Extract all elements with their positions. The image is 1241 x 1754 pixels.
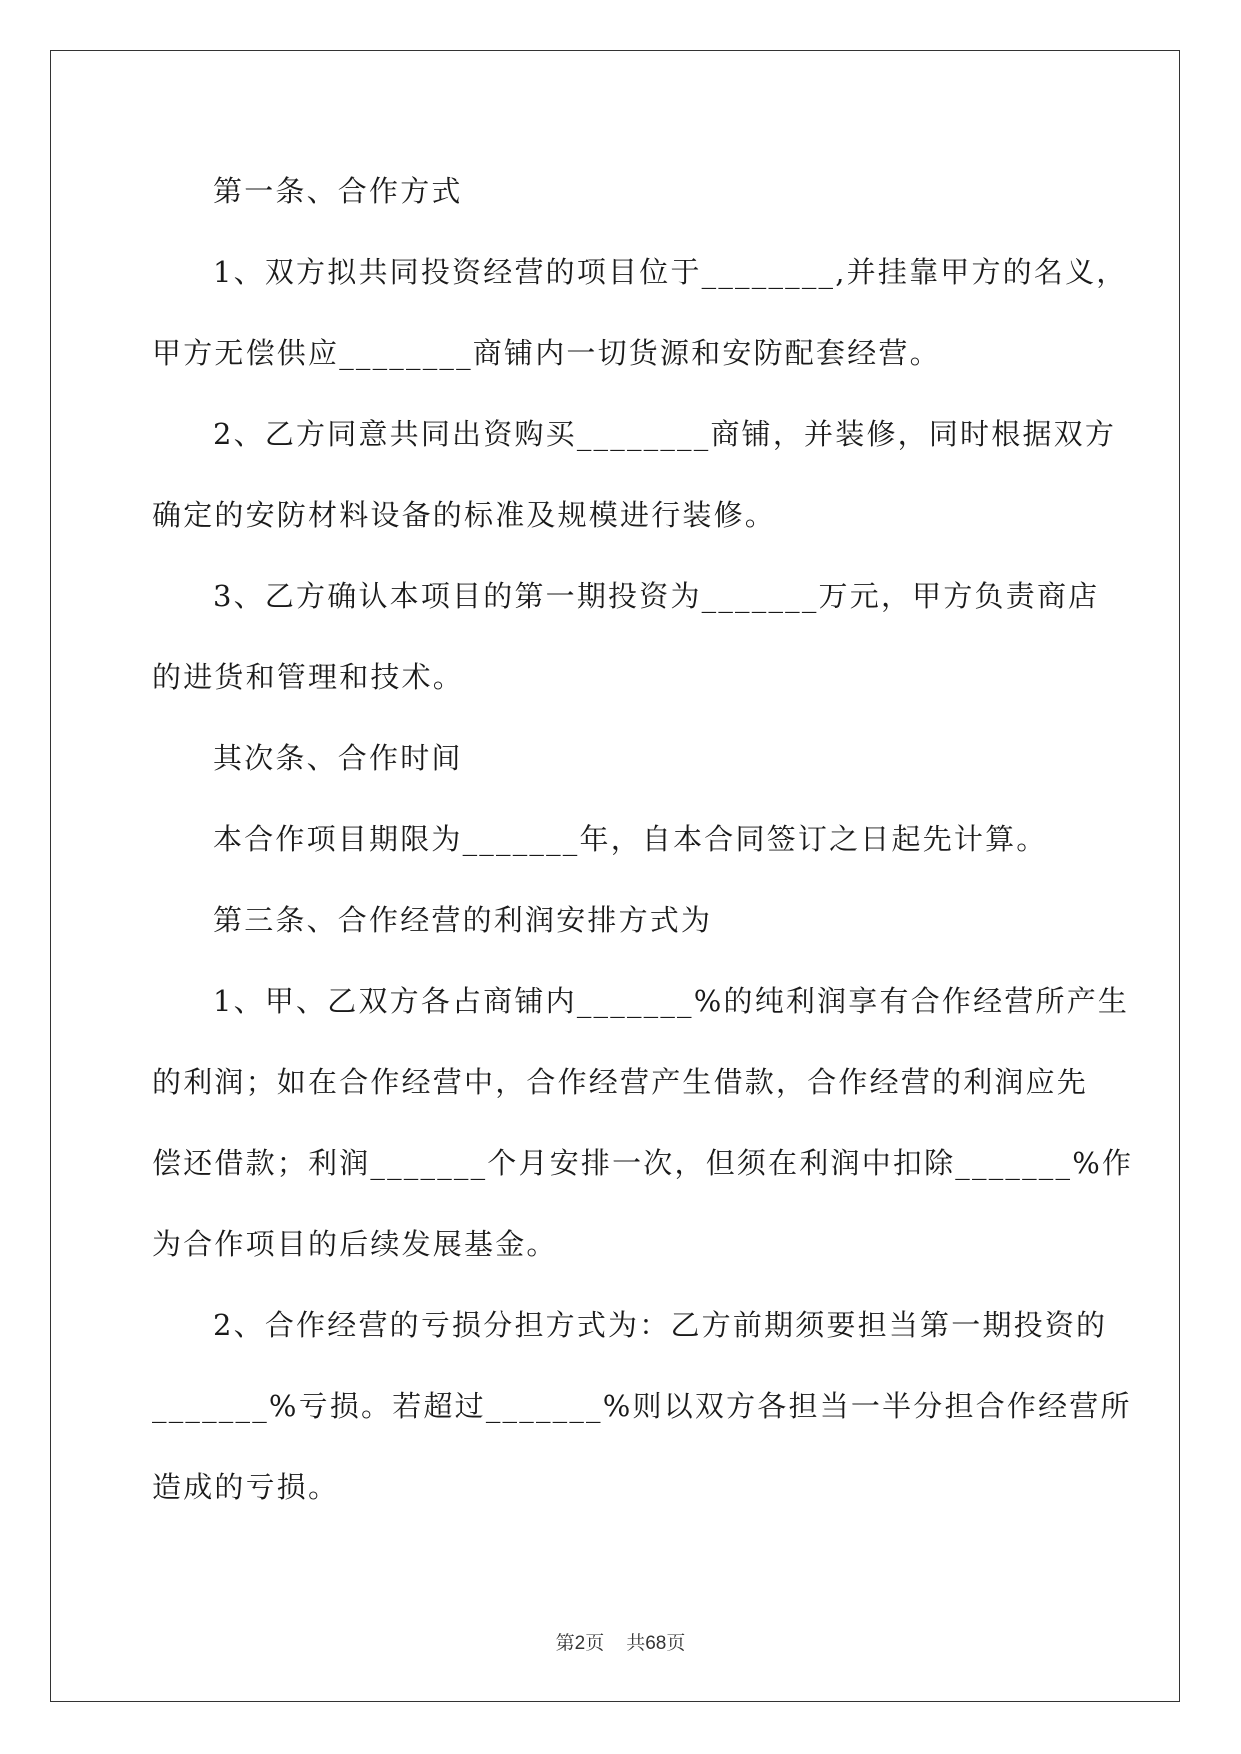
page-number: 第2页 bbox=[555, 1633, 605, 1654]
article-2-heading: 其次条、合作时间 bbox=[213, 741, 463, 775]
paragraph-line: 3、乙方确认本项目的第一期投资为_______万元，甲方负责商店 bbox=[213, 579, 1100, 613]
page-total: 共68页 bbox=[626, 1633, 686, 1654]
paragraph-line: 造成的亏损。 bbox=[152, 1470, 340, 1504]
paragraph-line: 本合作项目期限为_______年，自本合同签订之日起先计算。 bbox=[213, 822, 1048, 856]
paragraph-line: 甲方无偿供应________商铺内一切货源和安防配套经营。 bbox=[152, 336, 941, 370]
paragraph-line: 2、合作经营的亏损分担方式为：乙方前期须要担当第一期投资的 bbox=[213, 1308, 1108, 1342]
article-1-heading: 第一条、合作方式 bbox=[213, 174, 463, 208]
paragraph-line: 1、双方拟共同投资经营的项目位于________,并挂靠甲方的名义， bbox=[213, 255, 1128, 289]
paragraph-line: 确定的安防材料设备的标准及规模进行装修。 bbox=[152, 498, 777, 532]
paragraph-line: 的利润；如在合作经营中，合作经营产生借款，合作经营的利润应先 bbox=[152, 1065, 1089, 1099]
page-footer bbox=[0, 1628, 1241, 1655]
paragraph-line: 2、乙方同意共同出资购买________商铺，并装修，同时根据双方 bbox=[213, 417, 1117, 451]
paragraph-line: 偿还借款；利润_______个月安排一次，但须在利润中扣除_______%作 bbox=[152, 1146, 1134, 1180]
document-body bbox=[152, 168, 1134, 1545]
article-3-heading: 第三条、合作经营的利润安排方式为 bbox=[213, 903, 713, 937]
paragraph-line: _______%亏损。若超过_______%则以双方各担当一半分担合作经营所 bbox=[152, 1389, 1132, 1423]
paragraph-line: 1、甲、乙双方各占商铺内_______%的纯利润享有合作经营所产生 bbox=[213, 984, 1130, 1018]
paragraph-line: 的进货和管理和技术。 bbox=[152, 660, 465, 694]
paragraph-line: 为合作项目的后续发展基金。 bbox=[152, 1227, 558, 1261]
